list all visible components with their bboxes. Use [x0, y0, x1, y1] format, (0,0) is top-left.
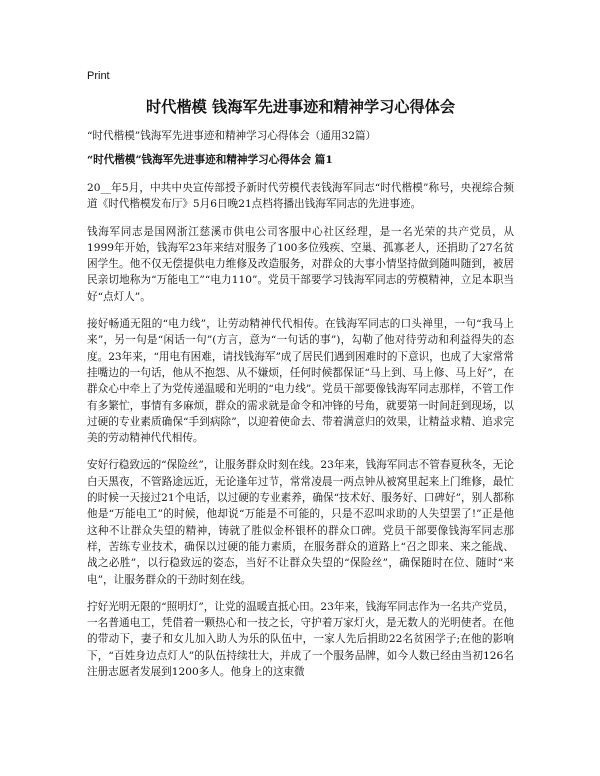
paragraph-2: 钱海军同志是国网浙江慈溪市供电公司客服中心社区经理，是一名光荣的共产党员，从1999年开始，钱海军23年来结对服务了100多位残疾、空巢、孤寡老人，还捐助了27名贫困学生。他不仅无偿提供电力维修及改造服务，对群众的大事小情坚持做到随叫随到，被居民亲切地称为“万能电工”“电力110”。党员干部要学习钱海军同志的劳模精神，立足本职当好“点灯人”。	[87, 225, 514, 303]
print-label[interactable]: Print	[87, 70, 110, 82]
document-title: 时代楷模 钱海军先进事迹和精神学习心得体会	[145, 98, 456, 116]
paragraph-3: 接好畅通无阻的“电力线”，让劳动精神代代相传。在钱海军同志的口头禅里，一句“我马上来”，另一句是“闲话一句”(方言，意为“一句话的事”)，勾勒了他对待劳动和利益得失的态度。23年来，“用电有困难，请找钱海军”成了居民们遇到困难时的下意识，也成了大家常常挂嘴边的一句话，他从不抱怨、从不嫌烦，任何时候都保证“马上到、马上修、马上好”，在群众心中牵上了为党传递温暖和光明的“电力线”。党员干部要像钱海军同志那样，不管工作有多繁忙，事情有多麻烦，群众的需求就是命令和冲锋的号角，就要第一时间赶到现场，以过硬的专业素质确保“手到病除”，以迎着使命去、带着满意归的效果，让精益求精、追求完美的劳动精神代代相传。	[87, 318, 514, 445]
section-heading: “时代楷模”钱海军先进事迹和精神学习心得体会 篇1	[87, 154, 333, 166]
paragraph-1: 20__年5月，中共中央宣传部授予新时代劳模代表钱海军同志“时代楷模”称号，央视综合频道《时代楷模发布厅》5月6日晚21点档将播出钱海军同志的先进事迹。	[87, 182, 514, 211]
paragraph-5: 拧好光明无限的“照明灯”，让党的温暖直抵心田。23年来，钱海军同志作为一名共产党员，一名普通电工，凭借着一颗热心和一技之长，守护着万家灯火，是无数人的光明使者。在他的带动下，妻子和女儿加入助人为乐的队伍中，一家人先后捐助22名贫困学子;在他的影响下，“百姓身边点灯人”的队伍持续壮大，并成了一个服务品牌，如今人数已经由当初126名注册志愿者发展到1200多人。他身上的这束微	[87, 600, 514, 679]
document-page	[87, 70, 514, 691]
paragraph-4: 安好行稳致远的“保险丝”，让服务群众时刻在线。23年来，钱海军同志不管春夏秋冬，无论白天黑夜，不管路途远近，无论逢年过节，常常凌晨一两点钟从被窝里起来上门维修，最忙的时候一天接过21个电话，以过硬的专业素养，确保“技术好、服务好、口碑好”，别人都称他是“万能电工”的时候，他却说“万能是不可能的，只是不忍叫求助的人失望罢了!”正是他这种不让群众失望的精神，铸就了胜似金杯银杯的群众口碑。党员干部要像钱海军同志那样，苦练专业技术，确保以过硬的能力素质，在服务群众的道路上“召之即来、来之能战、战之必胜”，以行稳致远的姿态，当好不让群众失望的“保险丝”，确保随时在位、随时“来电”，让服务群众的干劲时刻在线。	[87, 459, 514, 586]
document-subtitle: “时代楷模”钱海军先进事迹和精神学习心得体会（通用32篇）	[87, 130, 377, 142]
